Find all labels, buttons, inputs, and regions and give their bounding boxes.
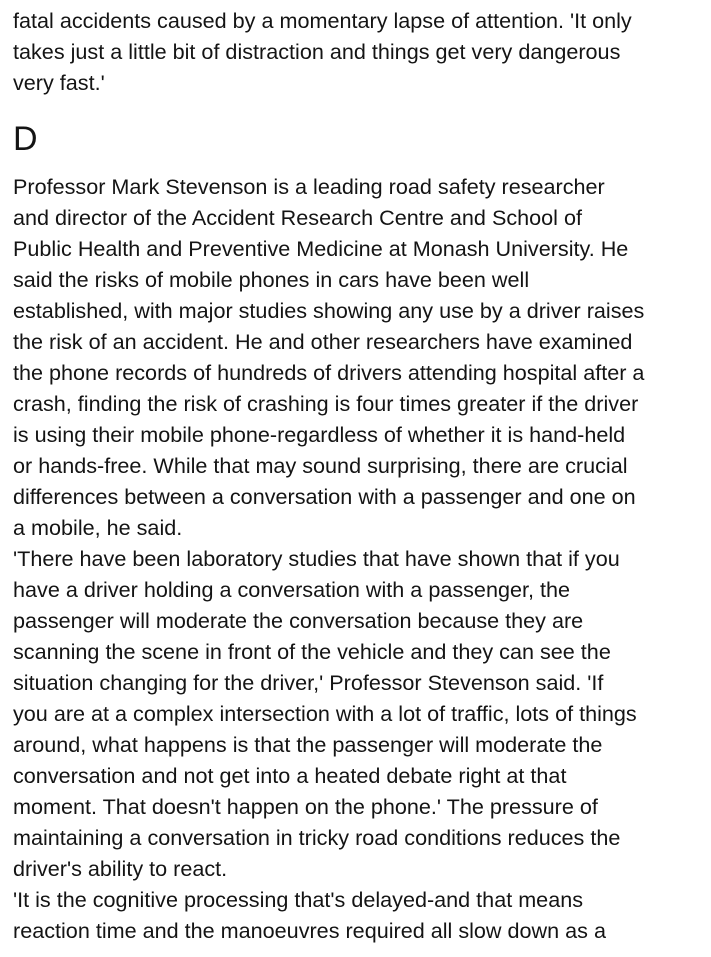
text-line: said the risks of mobile phones in cars have been well [13, 267, 530, 292]
article-page [13, 5, 709, 946]
text-line: very fast.' [13, 70, 105, 95]
section-heading: D [13, 120, 38, 158]
text-line: established, with major studies showing any use by a driver raises [13, 298, 645, 323]
text-line: 'It is the cognitive processing that's delayed-and that means [13, 887, 584, 912]
text-line: crash, finding the risk of crashing is four times greater if the driver [13, 391, 639, 416]
paragraph-stevenson-intro [13, 171, 709, 543]
text-line: driver's ability to react. [13, 856, 228, 881]
text-line: have a driver holding a conversation with a passenger, the [13, 577, 570, 602]
text-line: you are at a complex intersection with a lot of traffic, lots of things [13, 701, 637, 726]
text-line: Professor Mark Stevenson is a leading road safety researcher [13, 174, 605, 199]
text-line: takes just a little bit of distraction and things get very dangerous [13, 39, 621, 64]
text-line: a mobile, he said. [13, 515, 183, 540]
text-line: differences between a conversation with a passenger and one on [13, 484, 636, 509]
text-line: Public Health and Preventive Medicine at Monash University. He [13, 236, 629, 261]
text-line: reaction time and the manoeuvres required all slow down as a [13, 918, 606, 943]
text-line: or hands-free. While that may sound surprising, there are crucial [13, 453, 628, 478]
text-line: around, what happens is that the passenger will moderate the [13, 732, 603, 757]
text-line: situation changing for the driver,' Professor Stevenson said. 'If [13, 670, 604, 695]
text-line: moment. That doesn't happen on the phone.' The pressure of [13, 794, 598, 819]
text-line: fatal accidents caused by a momentary lapse of attention. 'It only [13, 8, 632, 33]
text-line: 'There have been laboratory studies that have shown that if you [13, 546, 620, 571]
text-line: conversation and not get into a heated debate right at that [13, 763, 567, 788]
text-line: the risk of an accident. He and other researchers have examined [13, 329, 633, 354]
text-line: is using their mobile phone-regardless of whether it is hand-held [13, 422, 626, 447]
text-line: and director of the Accident Research Centre and School of [13, 205, 582, 230]
paragraph-cognitive-processing [13, 884, 709, 946]
text-line: passenger will moderate the conversation because they are [13, 608, 584, 633]
text-line: maintaining a conversation in tricky road conditions reduces the [13, 825, 621, 850]
paragraph-laboratory-studies [13, 543, 709, 884]
text-line: the phone records of hundreds of drivers attending hospital after a [13, 360, 645, 385]
text-line: scanning the scene in front of the vehicle and they can see the [13, 639, 611, 664]
intro-paragraph [13, 5, 709, 98]
